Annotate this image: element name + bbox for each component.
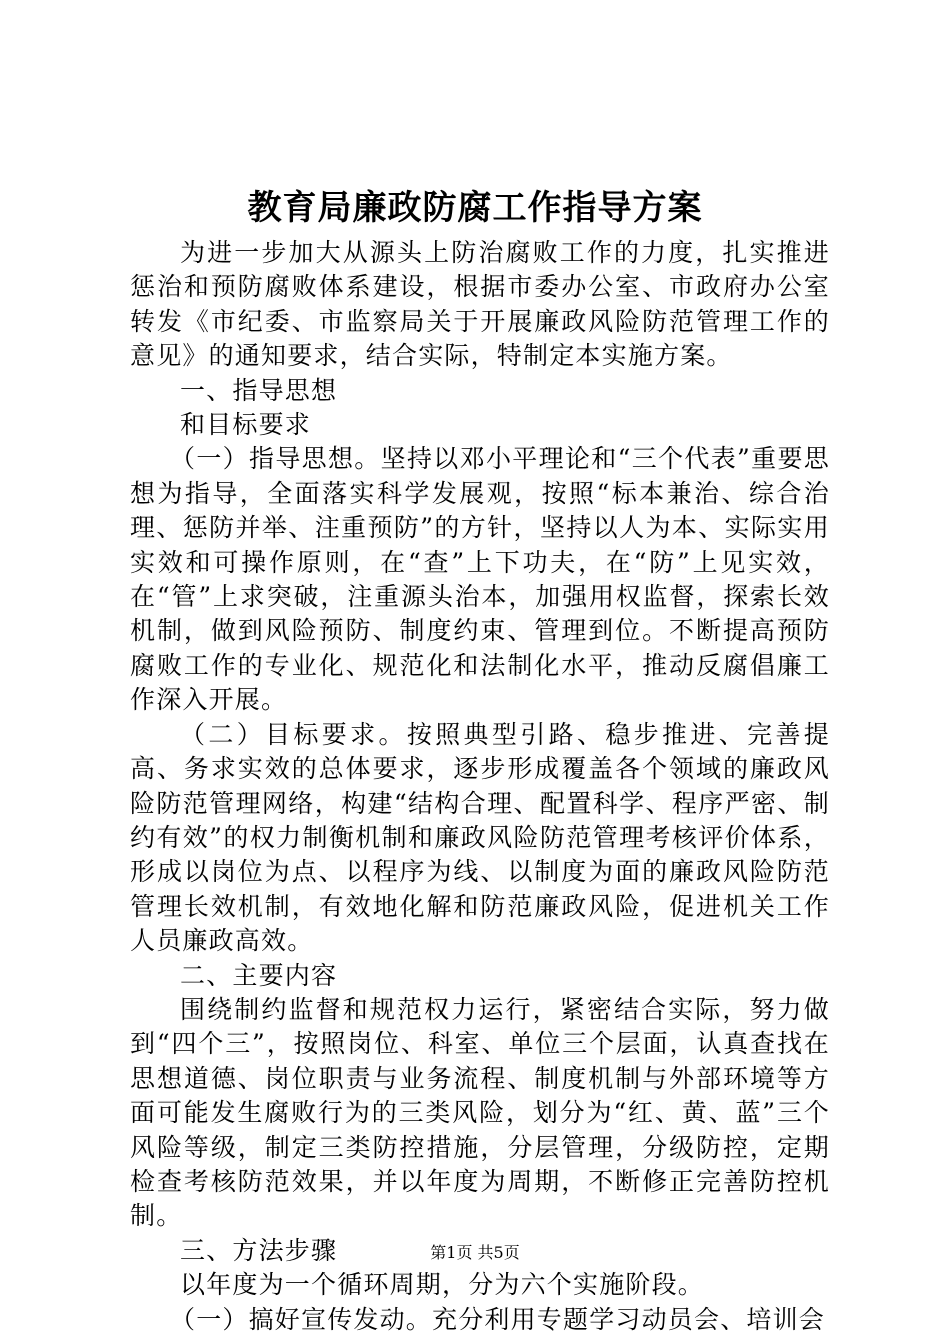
publicity-paragraph: （一）搞好宣传发动。充分利用专题学习动员会、培训会 [170,1304,826,1334]
goals-paragraph: （二）目标要求。按照典型引路、稳步推进、完善提高、务求实效的总体要求，逐步形成覆盖各个领域的廉政风险防范管理网络，构建“结构合理、配置科学、程序严密、制约有效”的权力制衡机制和廉政风险防范管理考核评价体系，形成以岗位为点、以程序为线、以制度为面的廉政风险防范管理长效机制，有效地化解和防范廉政风险，促进机关工作人员廉政高效。 [130,719,830,956]
section-heading-guiding-ideology: 一、指导思想 [180,375,338,405]
document-title: 教育局廉政防腐工作指导方案 [247,188,703,228]
main-content-paragraph: 围绕制约监督和规范权力运行，紧密结合实际，努力做到“四个三”，按照岗位、科室、单位三个层面，认真查找在思想道德、岗位职责与业务流程、制度机制与外部环境等方面可能发生腐败行为的三类风险，划分为“红、黄、蓝”三个风险等级，制定三类防控措施，分层管理，分级防控，定期检查考核防范效果，并以年度为周期，不断修正完善防控机制。 [130,994,830,1231]
document-body [130,236,830,1337]
section-heading-continuation: 和目标要求 [180,410,312,440]
guiding-ideology-paragraph: （一）指导思想。坚持以邓小平理论和“三个代表”重要思想为指导，全面落实科学发展观，按照“标本兼治、综合治理、惩防并举、注重预防”的方针，坚持以人为本、实际实用实效和可操作原则，在“查”上下功夫，在“防”上见实效，在“管”上求突破，注重源头治本，加强用权监督，探索长效机制，做到风险预防、制度约束、管理到位。不断提高预防腐败工作的专业化、规范化和法制化水平，推动反腐倡廉工作深入开展。 [130,444,830,715]
page-footer: 第1页 共5页 [430,1243,520,1262]
methods-intro-paragraph: 以年度为一个循环周期，分为六个实施阶段。 [180,1270,705,1300]
section-heading-main-content: 二、主要内容 [180,960,338,990]
intro-paragraph: 为进一步加大从源头上防治腐败工作的力度，扎实推进惩治和预防腐败体系建设，根据市委办公室、市政府办公室转发《市纪委、市监察局关于开展廉政风险防范管理工作的意见》的通知要求，结合实际，特制定本实施方案。 [130,238,830,371]
section-heading-methods: 三、方法步骤 [180,1235,338,1265]
